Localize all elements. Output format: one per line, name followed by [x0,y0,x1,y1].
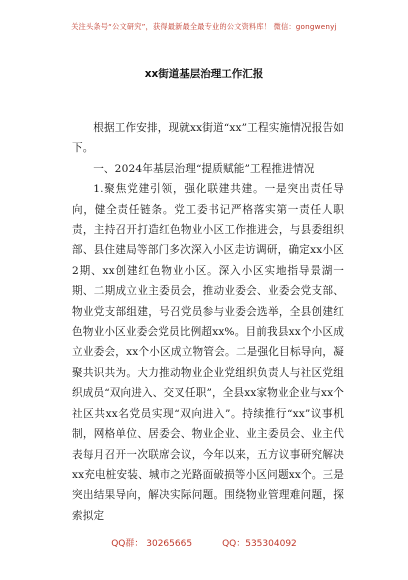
qq-text: QQ：535304092 [222,539,297,549]
qq-group-text: QQ群： 30265665 [111,539,193,549]
intro-paragraph: 根据工作安排，现就xx街道“xx”工程实施情况报告如下。 [72,122,344,155]
promo-banner: 关注头条号“公文研究”，获得最新最全最专业的公文资料库！ 微信：gongwenyj [71,22,337,31]
body-paragraph: 1.聚焦党建引领，强化联建共建。一是突出责任导向，健全责任链条。党工委书记严格落实第一责任人职责，主持召开打造红色物业小区工作推进会，与县委组织部、县住建局等部门多次深入小区走访调研，确定xx小区2期、xx创建红色物业小区。深入小区实地指导景湖一期、二期成立业主委员会，推动业委会、业委会党支部、物业党支部组建，号召党员参与业委会选举，全县创建红色物业小区业委会党员比例超xx%。目前我县xx个小区成立业委会，xx个小区成立物管会。二是强化目标导向，凝聚共识共为。大力推动物业企业党组织负责人与社区党组织成员“双向进入、交叉任职”，全县xx家物业企业与xx个社区共xx名党员实现“双向进入”。持续推行“xx”议事机制，网格单位、居委会、物业企业、业主委员会、业主代表每月召开一次联席会议，今年以来，五方议事研究解决xx充电桩安装、城市之光路面破损等小区问题xx个。三是突出结果导向，解决实际问题。围绕物业管理难问题，探索拟定 [72,183,344,522]
section-heading: 一、2024年基层治理“提质赋能”工程推进情况 [93,162,315,175]
contact-footer [0,536,408,549]
document-body [72,118,344,526]
page-title: xx街道基层治理工作汇报 [144,68,264,80]
